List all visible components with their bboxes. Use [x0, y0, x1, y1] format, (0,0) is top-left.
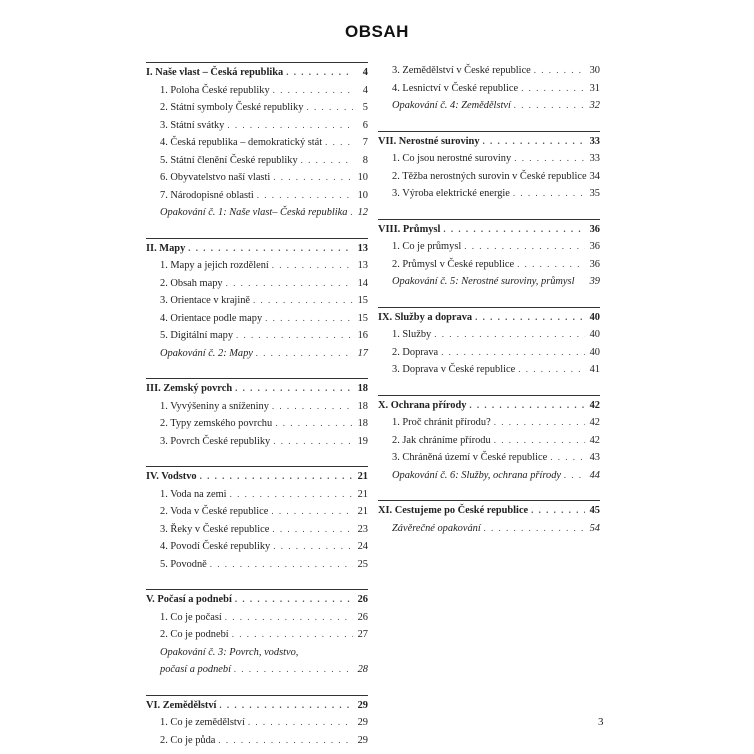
- toc-page-number: 18: [357, 418, 368, 429]
- toc-entry-label: 1. Voda na zemi: [160, 488, 227, 500]
- toc-page-number: 19: [357, 435, 368, 447]
- toc-entry: [378, 238, 600, 256]
- leader-dots: [248, 714, 353, 732]
- leader-dots: [483, 133, 585, 151]
- toc-entry-label: 3. Zemědělství v České republice: [392, 65, 531, 76]
- toc-entry-label: 4. Povodí České republiky: [160, 541, 271, 552]
- leader-dots: [517, 256, 585, 274]
- toc-page-number: 15: [357, 312, 368, 324]
- toc-entry-label: 2. Těžba nerostných surovin v České republice: [392, 170, 587, 182]
- toc-entry-label: III. Zemský povrch: [146, 383, 233, 394]
- toc-page-number: 14: [357, 277, 368, 289]
- toc-entry-label: Opakování č. 1: Naše vlast– Česká republika: [160, 207, 348, 218]
- toc-page-number: 12: [357, 207, 368, 218]
- toc-chapter: [378, 131, 600, 151]
- toc-entry: [146, 152, 368, 170]
- toc-page-number: 39: [589, 276, 600, 287]
- toc-review-entry: [146, 204, 368, 222]
- toc-page-number: 10: [357, 189, 368, 201]
- toc-entry: [146, 626, 368, 644]
- toc-entry-label: 1. Proč chránit přírodu?: [392, 417, 491, 428]
- toc-entry: [146, 292, 368, 310]
- toc-page-number: 42: [589, 417, 600, 428]
- toc-chapter: [146, 238, 368, 258]
- leader-dots: [306, 99, 353, 117]
- toc-entry-label: 2. Jak chráníme přírodu: [392, 434, 491, 446]
- toc-entry: [146, 714, 368, 732]
- toc-entry-label: 1. Mapy a jejich rozdělení: [160, 260, 269, 271]
- toc-review-entry: [146, 345, 368, 363]
- leader-dots: [225, 609, 353, 627]
- toc-page-number: 8: [362, 154, 368, 166]
- toc-entry-label: 2. Co je půda: [160, 734, 216, 746]
- toc-entry: [146, 556, 368, 574]
- toc-chapter: [378, 500, 600, 520]
- toc-page-number: 18: [357, 383, 368, 394]
- leader-dots: [218, 732, 353, 750]
- toc-entry-label: 3. Výroba elektrické energie: [392, 188, 510, 199]
- toc-page-number: 35: [589, 188, 600, 199]
- toc-entry-label: 3. Řeky v České republice: [160, 523, 270, 535]
- toc-entry-label: II. Mapy: [146, 242, 186, 254]
- toc-page-number: 15: [357, 295, 368, 306]
- leader-dots: [350, 204, 353, 222]
- toc-page-number: 40: [589, 329, 600, 340]
- toc-entry: [378, 344, 600, 362]
- toc-page-number: 16: [357, 330, 368, 341]
- leader-dots: [272, 521, 353, 539]
- leader-dots: [272, 398, 353, 416]
- leader-dots: [219, 697, 353, 715]
- toc-entry-label: Opakování č. 3: Povrch, vodstvo,: [160, 646, 299, 658]
- toc-page-number: 42: [589, 399, 600, 411]
- leader-dots: [286, 64, 353, 82]
- toc-page-number: 18: [357, 400, 368, 412]
- toc-entry: [378, 326, 600, 344]
- leader-dots: [301, 152, 353, 170]
- toc-page-number: 44: [589, 469, 600, 481]
- toc-page-number: 29: [357, 734, 368, 746]
- toc-review-entry: [146, 644, 368, 662]
- toc-chapter: [146, 378, 368, 398]
- leader-dots: [235, 591, 353, 609]
- leader-dots: [273, 169, 353, 187]
- toc-page-number: 13: [357, 260, 368, 271]
- toc-entry-label: 2. Voda v České republice: [160, 506, 269, 517]
- toc-entry-label: XI. Cestujeme po České republice: [378, 505, 529, 516]
- leader-dots: [325, 134, 353, 152]
- toc-page-number: 26: [357, 594, 368, 605]
- toc-entry: [378, 256, 600, 274]
- toc-entry-label: 1. Co je zemědělství: [160, 717, 245, 728]
- toc-page-number: 36: [589, 223, 600, 235]
- page-number: 3: [598, 716, 604, 728]
- toc-review-entry: [146, 661, 368, 679]
- toc-page-number: 40: [589, 311, 600, 323]
- toc-entry-label: 7. Národopisné oblasti: [160, 189, 254, 201]
- leader-dots: [273, 538, 353, 556]
- toc-entry-label: 3. Státní svátky: [160, 119, 225, 131]
- leader-dots: [443, 221, 585, 239]
- leader-dots: [232, 626, 353, 644]
- toc-page-number: 30: [589, 65, 600, 76]
- toc-entry: [146, 609, 368, 627]
- leader-dots: [226, 275, 353, 293]
- toc-page-number: 40: [589, 346, 600, 358]
- toc-chapter: [146, 589, 368, 609]
- toc-page-number: 23: [357, 523, 368, 535]
- toc-left-column: [146, 62, 368, 749]
- toc-page-number: 36: [589, 258, 600, 270]
- toc-entry-label: 1. Co je průmysl: [392, 241, 462, 252]
- toc-page-number: 6: [362, 119, 368, 131]
- toc-page-number: 5: [362, 102, 368, 113]
- toc-page-number: 41: [589, 364, 600, 375]
- toc-entry-label: IX. Služby a doprava: [378, 311, 473, 323]
- toc-page-number: 32: [589, 100, 600, 111]
- toc-page-number: 29: [357, 699, 368, 711]
- toc-entry: [146, 398, 368, 416]
- toc-page-number: 7: [362, 137, 368, 148]
- leader-dots: [210, 556, 353, 574]
- leader-dots: [464, 238, 585, 256]
- toc-chapter: [146, 695, 368, 715]
- toc-entry-label: VII. Nerostné suroviny: [378, 135, 480, 147]
- toc-entry: [146, 99, 368, 117]
- toc-page-number: 33: [589, 153, 600, 164]
- toc-entry: [146, 486, 368, 504]
- leader-dots: [227, 117, 353, 135]
- toc-entry: [378, 185, 600, 203]
- toc-page-number: 42: [589, 434, 600, 446]
- toc-entry: [146, 310, 368, 328]
- leader-dots: [441, 344, 585, 362]
- toc-entry: [146, 169, 368, 187]
- toc-chapter: [378, 395, 600, 415]
- leader-dots: [272, 257, 353, 275]
- toc-page-number: 45: [589, 505, 600, 516]
- toc-review-entry: [378, 467, 600, 485]
- toc-review-entry: [378, 520, 600, 538]
- leader-dots: [514, 150, 585, 168]
- toc-page-number: 29: [357, 717, 368, 728]
- toc-entry-label: VI. Zemědělství: [146, 699, 217, 711]
- toc-entry: [378, 361, 600, 379]
- leader-dots: [514, 97, 585, 115]
- toc-entry: [146, 275, 368, 293]
- toc-entry-label: 2. Průmysl v České republice: [392, 258, 515, 270]
- toc-entry-label: 5. Digitální mapy: [160, 330, 234, 341]
- toc-entry-label: 3. Povrch České republiky: [160, 435, 271, 447]
- toc-page-number: 33: [589, 135, 600, 147]
- toc-entry-label: 3. Doprava v České republice: [392, 364, 516, 375]
- toc-chapter: [146, 466, 368, 486]
- leader-dots: [484, 520, 585, 538]
- toc-entry: [146, 503, 368, 521]
- leader-dots: [275, 415, 353, 433]
- toc-review-entry: [378, 97, 600, 115]
- toc-chapter: [378, 219, 600, 239]
- leader-dots: [235, 380, 353, 398]
- leader-dots: [256, 345, 353, 363]
- toc-page-number: 25: [357, 558, 368, 570]
- leader-dots: [273, 433, 353, 451]
- leader-dots: [494, 414, 585, 432]
- toc-page-number: 21: [357, 488, 368, 500]
- toc-entry-label: 3. Chráněná území v České republice: [392, 452, 548, 463]
- toc-page-number: 43: [589, 452, 600, 463]
- leader-dots: [550, 449, 585, 467]
- toc-page-number: 26: [357, 611, 368, 623]
- toc-entry-label: 4. Orientace podle mapy: [160, 312, 263, 324]
- toc-entry: [378, 80, 600, 98]
- toc-entry-label: 1. Vyvýšeniny a sníženiny: [160, 400, 269, 412]
- toc-entry-label: 5. Povodně: [160, 558, 207, 570]
- toc-entry-label: V. Počasí a podnebí: [146, 594, 232, 605]
- leader-dots: [518, 361, 585, 379]
- toc-entry-label: 1. Co je počasí: [160, 611, 222, 623]
- toc-entry-label: Opakování č. 6: Služby, ochrana přírody: [392, 469, 562, 481]
- leader-dots: [521, 80, 585, 98]
- toc-page-number: 17: [357, 347, 368, 359]
- leader-dots: [236, 327, 353, 345]
- toc-entry: [146, 134, 368, 152]
- leader-dots: [469, 397, 585, 415]
- toc-page-number: 31: [589, 82, 600, 94]
- toc-entry: [146, 521, 368, 539]
- leader-dots: [513, 185, 585, 203]
- toc-entry-label: 6. Obyvatelstvo naší vlasti: [160, 172, 271, 183]
- leader-dots: [434, 326, 585, 344]
- toc-page-number: 34: [589, 170, 600, 182]
- toc-page-number: 13: [357, 242, 368, 254]
- toc-entry-label: 2. Státní symboly České republiky: [160, 102, 304, 113]
- leader-dots: [230, 486, 353, 504]
- page-title: OBSAH: [345, 22, 409, 41]
- toc-entry-label: 2. Obsah mapy: [160, 277, 223, 289]
- leader-dots: [265, 310, 353, 328]
- toc-entry: [378, 432, 600, 450]
- toc-entry-label: 5. Státní členění České republiky: [160, 154, 298, 166]
- toc-entry: [146, 538, 368, 556]
- leader-dots: [253, 292, 353, 310]
- leader-dots: [200, 468, 353, 486]
- toc-chapter: [378, 307, 600, 327]
- toc-right-column: [378, 62, 600, 537]
- toc-review-entry: [378, 273, 600, 291]
- leader-dots: [475, 309, 585, 327]
- leader-dots: [257, 187, 353, 205]
- toc-entry-label: 1. Služby: [392, 329, 432, 340]
- toc-entry: [378, 449, 600, 467]
- toc-entry-label: 1. Poloha České republiky: [160, 84, 270, 96]
- toc-page-number: 27: [357, 629, 368, 640]
- toc-entry-label: Opakování č. 4: Zemědělství: [392, 100, 511, 111]
- leader-dots: [234, 661, 353, 679]
- leader-dots: [494, 432, 585, 450]
- toc-entry: [146, 327, 368, 345]
- leader-dots: [188, 240, 353, 258]
- toc-page-number: 36: [589, 241, 600, 252]
- toc-entry-label: počasí a podnebí: [160, 664, 231, 675]
- toc-entry-label: I. Naše vlast – Česká republika: [146, 67, 284, 78]
- toc-entry-label: Opakování č. 2: Mapy: [160, 347, 253, 359]
- toc-entry: [146, 82, 368, 100]
- toc-entry-label: IV. Vodstvo: [146, 471, 197, 482]
- leader-dots: [531, 502, 585, 520]
- toc-entry-label: 1. Co jsou nerostné suroviny: [392, 153, 512, 164]
- toc-entry: [146, 732, 368, 750]
- toc-entry: [378, 168, 600, 186]
- toc-page-number: 10: [357, 172, 368, 183]
- toc-entry: [146, 187, 368, 205]
- toc-entry: [146, 257, 368, 275]
- toc-entry-label: 4. Česká republika – demokratický stát: [160, 137, 323, 148]
- leader-dots: [534, 62, 585, 80]
- toc-entry-label: VIII. Průmysl: [378, 223, 441, 235]
- toc-entry: [146, 117, 368, 135]
- toc-entry: [378, 414, 600, 432]
- toc-page-number: 54: [589, 522, 600, 534]
- toc-entry: [146, 415, 368, 433]
- leader-dots: [271, 503, 353, 521]
- toc-entry-label: 2. Co je podnebí: [160, 629, 229, 640]
- toc-entry-label: 2. Doprava: [392, 346, 439, 358]
- leader-dots: [273, 82, 353, 100]
- toc-entry-label: Opakování č. 5: Nerostné suroviny, průmysl: [392, 276, 575, 287]
- toc-entry-label: Závěrečné opakování: [392, 522, 481, 534]
- toc-page-number: 28: [357, 664, 368, 675]
- leader-dots: [564, 467, 585, 485]
- toc-entry-label: X. Ochrana přírody: [378, 399, 467, 411]
- toc-entry: [146, 433, 368, 451]
- toc-page-number: 4: [362, 67, 368, 78]
- toc-entry: [378, 62, 600, 80]
- toc-page-number: 4: [362, 84, 368, 96]
- toc-entry: [378, 150, 600, 168]
- toc-entry-label: 2. Typy zemského povrchu: [160, 418, 273, 429]
- toc-page-number: 21: [357, 506, 368, 517]
- toc-page-number: 24: [357, 541, 368, 552]
- toc-entry-label: 4. Lesnictví v České republice: [392, 82, 519, 94]
- toc-entry-label: 3. Orientace v krajině: [160, 295, 251, 306]
- toc-chapter: [146, 62, 368, 82]
- toc-page-number: 21: [357, 471, 368, 482]
